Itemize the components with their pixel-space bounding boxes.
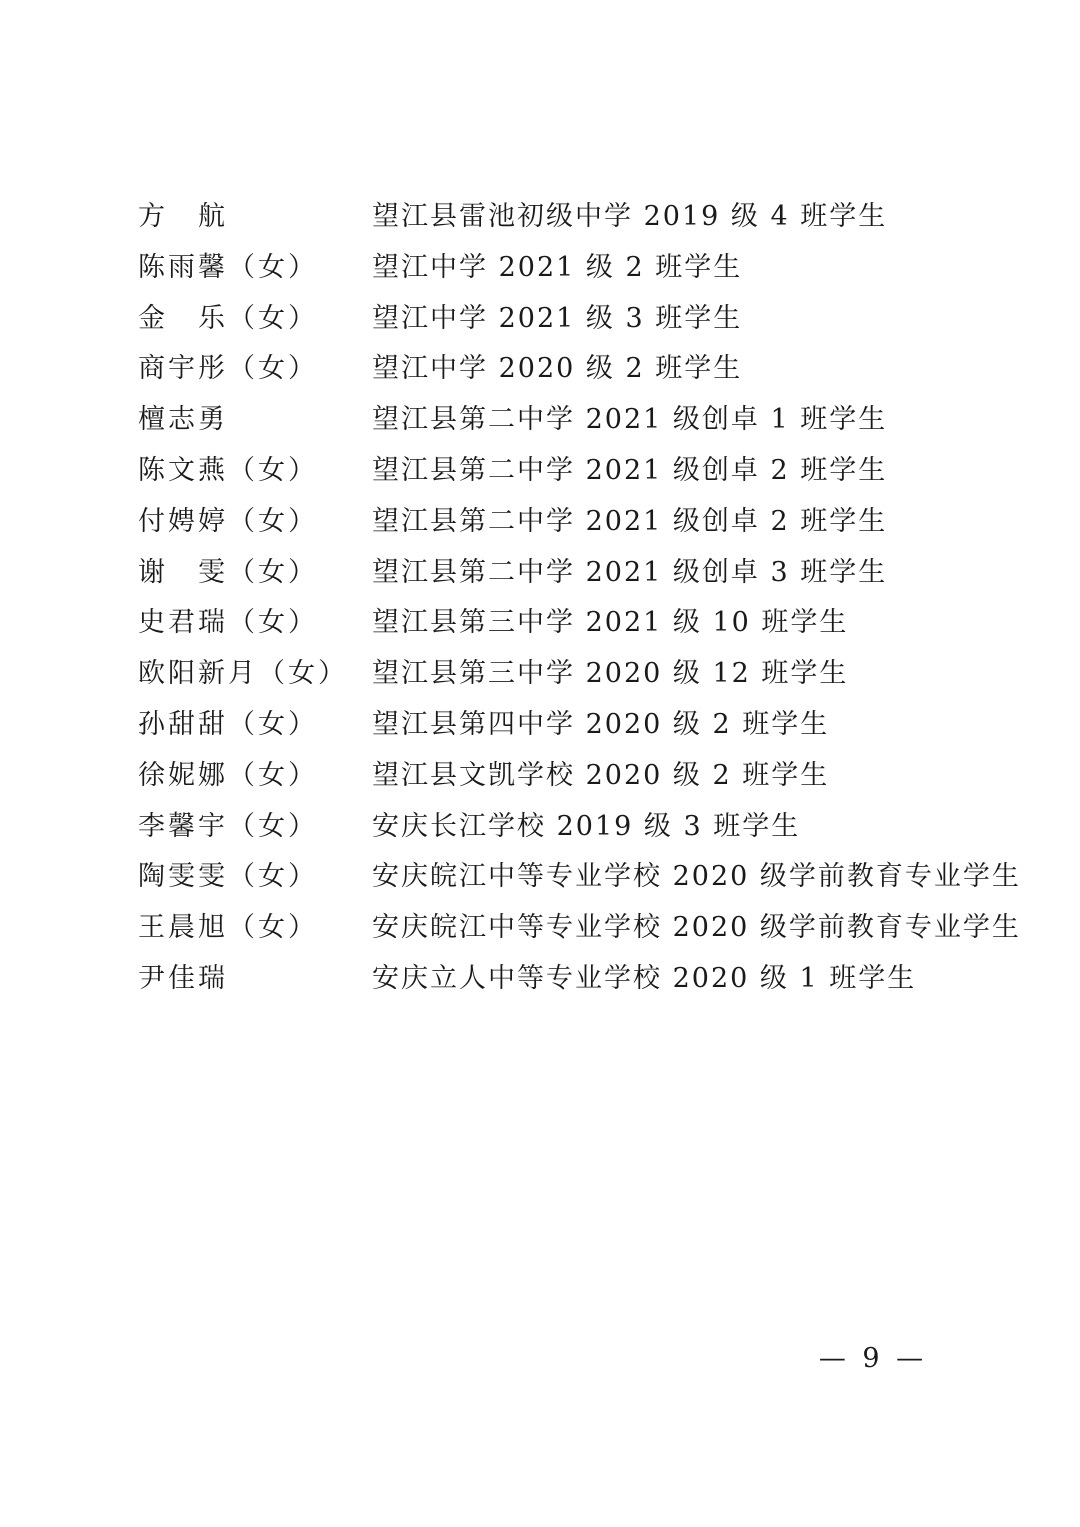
student-school: 望江县第二中学 2021 级创卓 1 班学生 <box>372 404 888 436</box>
student-name: 史君瑞（女） <box>138 607 318 639</box>
student-school: 望江县文凯学校 2020 级 2 班学生 <box>372 759 830 791</box>
student-school: 安庆长江学校 2019 级 3 班学生 <box>372 810 801 842</box>
student-school: 望江县第二中学 2021 级创卓 2 班学生 <box>372 454 888 486</box>
student-name: 欧阳新月（女） <box>138 658 348 690</box>
student-name: 孙甜甜（女） <box>138 708 318 740</box>
student-name: 陈雨馨（女） <box>138 251 318 283</box>
student-school: 安庆立人中等专业学校 2020 级 1 班学生 <box>372 962 917 994</box>
student-list <box>138 192 1021 1005</box>
student-school: 望江县第三中学 2020 级 12 班学生 <box>372 658 849 690</box>
student-school: 望江县第三中学 2021 级 10 班学生 <box>372 607 849 639</box>
list-item <box>138 192 958 243</box>
student-school: 望江中学 2020 级 2 班学生 <box>372 353 743 385</box>
list-item <box>138 598 958 649</box>
student-school: 望江中学 2021 级 2 班学生 <box>372 251 743 283</box>
student-name: 陈文燕（女） <box>138 454 318 486</box>
student-school: 安庆皖江中等专业学校 2020 级学前教育专业学生 <box>372 912 1021 944</box>
list-item <box>138 243 958 294</box>
student-name: 商宇彤（女） <box>138 353 318 385</box>
student-school: 望江县第二中学 2021 级创卓 2 班学生 <box>372 505 888 537</box>
student-name: 金 乐（女） <box>138 302 318 334</box>
list-item <box>138 649 958 700</box>
list-item <box>138 497 958 548</box>
list-item <box>138 446 958 497</box>
list-item <box>138 802 958 853</box>
student-school: 望江县第四中学 2020 级 2 班学生 <box>372 708 830 740</box>
student-name: 付娉婷（女） <box>138 505 318 537</box>
list-item <box>138 852 1021 903</box>
student-school: 望江县第二中学 2021 级创卓 3 班学生 <box>372 556 888 588</box>
list-item <box>138 294 958 345</box>
list-item <box>138 548 958 599</box>
student-school: 望江县雷池初级中学 2019 级 4 班学生 <box>372 201 888 232</box>
list-item <box>138 395 958 446</box>
student-name: 谢 雯（女） <box>138 556 318 588</box>
student-name: 陶雯雯（女） <box>138 861 318 893</box>
list-item <box>138 344 958 395</box>
student-name: 徐妮娜（女） <box>138 759 318 791</box>
student-name: 尹佳瑞 <box>138 962 228 994</box>
page-number: — 9 — <box>818 1343 928 1374</box>
student-name: 李馨宇（女） <box>138 810 318 842</box>
list-item <box>138 751 958 802</box>
list-item <box>138 903 1021 954</box>
student-school: 望江中学 2021 级 3 班学生 <box>372 302 743 334</box>
student-name: 檀志勇 <box>138 404 228 436</box>
student-name: 方 航 <box>138 201 228 232</box>
list-item <box>138 954 958 1005</box>
student-school: 安庆皖江中等专业学校 2020 级学前教育专业学生 <box>372 861 1021 893</box>
list-item <box>138 700 958 751</box>
student-name: 王晨旭（女） <box>138 912 318 944</box>
